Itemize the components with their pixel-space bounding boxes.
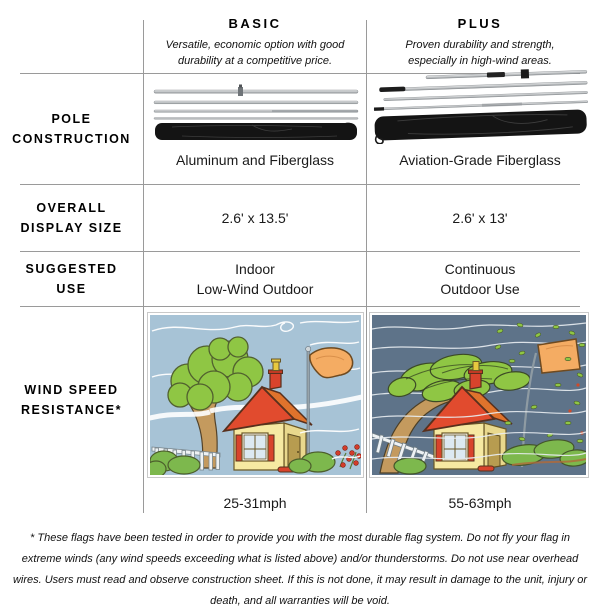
low-wind-scene-image — [147, 312, 364, 478]
row-label-pole-construction: POLE CONSTRUCTION — [12, 111, 131, 146]
row-label-wind-speed-resistance: WIND SPEED RESISTANCE* — [20, 383, 122, 417]
basic-wind-speed: 25-31mph — [223, 495, 287, 511]
basic-pole-caption: Aluminum and Fiberglass — [176, 152, 334, 168]
row-label-overall-display-size: OVERALL DISPLAY SIZE — [20, 200, 123, 235]
basic-column-title: BASIC — [228, 16, 282, 31]
plus-column-title: PLUS — [457, 16, 503, 31]
row-divider-4 — [20, 306, 580, 307]
basic-display-size: 2.6' x 13.5' — [221, 210, 289, 226]
basic-pole-kit-image — [152, 84, 360, 142]
flagpole — [307, 351, 309, 467]
high-wind-scene-image — [369, 312, 589, 478]
plus-wind-speed: 55-63mph — [448, 495, 512, 511]
pole-clip-icon — [521, 69, 529, 78]
plus-suggested-use: Continuous Outdoor Use — [440, 261, 520, 297]
header-plus — [367, 16, 593, 69]
header-basic — [144, 16, 366, 69]
flying-flag — [538, 339, 580, 373]
pole-clamp-icon — [238, 87, 243, 96]
plus-column-description: Proven durability and strength, especially in high-wind areas. — [405, 39, 555, 67]
row-label-suggested-use: SUGGESTED USE — [25, 261, 118, 296]
doorstep — [478, 466, 494, 471]
door — [488, 433, 500, 468]
plus-pole-caption: Aviation-Grade Fiberglass — [399, 152, 561, 168]
plus-pole-kit-image — [372, 66, 588, 144]
chimney — [470, 373, 481, 389]
footnote: * These flags have been tested in order to provide you with the most durable flag system. Do not fly your flag in extreme winds (any wind speeds exceeding what is listed above) and/or thunderstorms. Do not use near overhead wires. Users must read and observe construction sheet. If this is not done, it may result in damage to the unit, injury or death, and all warranties will be void. — [12, 532, 588, 607]
plus-display-size: 2.6' x 13' — [452, 210, 508, 226]
basic-suggested-use: Indoor Low-Wind Outdoor — [196, 261, 314, 297]
pole-carry-bag-icon — [374, 109, 587, 140]
basic-column-description: Versatile, economic option with good durability at a competitive price. — [165, 39, 345, 67]
chimney — [270, 373, 281, 389]
